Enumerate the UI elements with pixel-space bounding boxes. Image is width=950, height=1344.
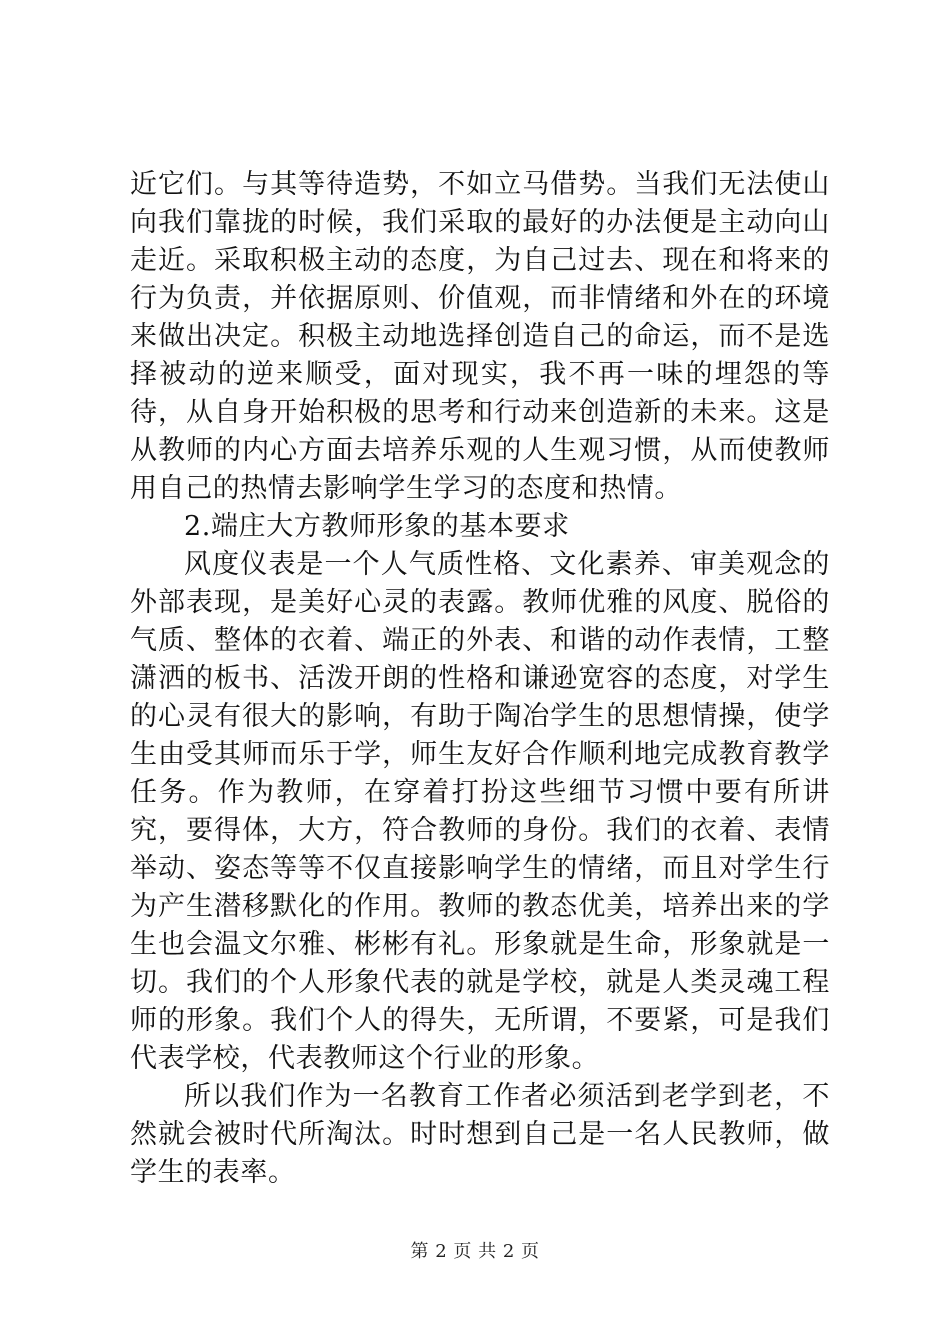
- section-heading: 2.端庄大方教师形象的基本要求: [184, 511, 570, 542]
- paragraph-appearance: 风度仪表是一个人气质性格、文化素养、审美观念的外部表现，是美好心灵的表露。教师优雅的风度、脱俗的气质、整体的衣着、端正的外表、和谐的动作表情，工整潇洒的板书、活泼开朗的性格和谦逊宽容的态度，对学生的心灵有很大的影响，有助于陶冶学生的思想情操，使学生由受其师而乐于学，师生友好合作顺利地完成教育教学任务。作为教师，在穿着打扮这些细节习惯中要有所讲究，要得体，大方，符合教师的身份。我们的衣着、表情举动、姿态等等不仅直接影响学生的情绪，而且对学生行为产生潜移默化的作用。教师的教态优美，培养出来的学生也会温文尔雅、彬彬有礼。形象就是生命，形象就是一切。我们的个人形象代表的就是学校，就是人类灵魂工程师的形象。我们个人的得失，无所谓，不要紧，可是我们代表学校，代表教师这个行业的形象。: [130, 549, 830, 1074]
- paragraph-continuation: 近它们。与其等待造势，不如立马借势。当我们无法使山向我们靠拢的时候，我们采取的最好的办法便是主动向山走近。采取积极主动的态度，为自己过去、现在和将来的行为负责，并依据原则、价值观，而非情绪和外在的环境来做出决定。积极主动地选择创造自己的命运，而不是选择被动的逆来顺受，面对现实，我不再一味的埋怨的等待，从自身开始积极的思考和行动来创造新的未来。这是从教师的内心方面去培养乐观的人生观习惯，从而使教师用自己的热情去影响学生学习的态度和热情。: [130, 169, 830, 504]
- paragraph-conclusion: 所以我们作为一名教育工作者必须活到老学到老，不然就会被时代所淘汰。时时想到自己是一名人民教师，做学生的表率。: [130, 1081, 830, 1188]
- page-number-footer: 第 2 页 共 2 页: [410, 1241, 540, 1262]
- document-body: [130, 166, 830, 1192]
